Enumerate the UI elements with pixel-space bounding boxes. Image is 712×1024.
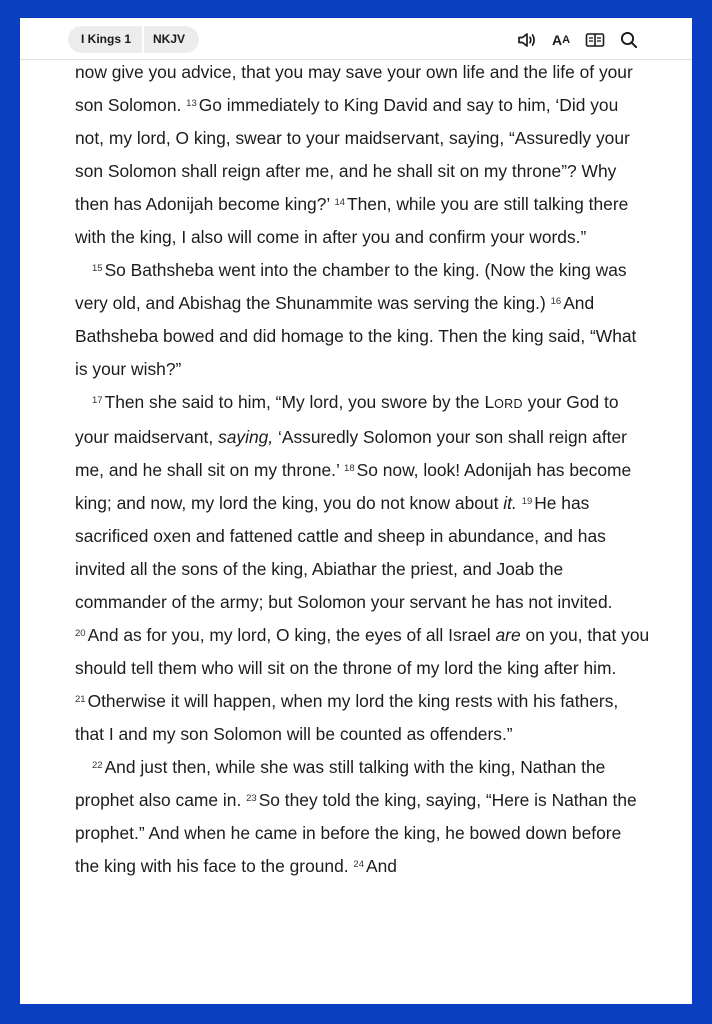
verse-text [517, 493, 522, 513]
italic-word: are [495, 625, 521, 645]
speaker-icon[interactable] [516, 29, 538, 51]
verse-text: your God to your maidservant, [75, 392, 619, 447]
verse-text: Then she said to him, “My lord, you swore by the L [104, 392, 495, 412]
verse-text: And [366, 856, 397, 876]
verse-text: on you, that you should tell them who will sit on the throne of my lord the king after him. [75, 625, 650, 678]
verse-text: And as for you, my lord, O king, the eyes of all Israel [87, 625, 496, 645]
verse-text: now give you advice, that you may save your own life and the life of your son Solomon. [75, 62, 633, 115]
paragraph-4 [75, 751, 650, 883]
verse-number[interactable]: 18 [344, 463, 355, 474]
search-icon[interactable] [618, 29, 640, 51]
text-size-icon[interactable] [550, 29, 572, 51]
verse-number[interactable]: 14 [334, 197, 346, 208]
version-button[interactable]: NKJV [153, 32, 186, 46]
verse-text: He has sacrificed oxen and fattened cattle and sheep in abundance, and has invited all the sons of the king, Abiathar the priest, and Joab the commander of the army; but Solomon your servant he has not invited. [75, 493, 613, 612]
verse-number[interactable]: 13 [186, 98, 197, 109]
italic-word: it. [503, 493, 517, 513]
text-size-small: A [562, 34, 571, 46]
verse-text: So Bathsheba went into the chamber to the king. (Now the king was very old, and Abishag the Shunammite was serving the king.) [75, 260, 627, 313]
paragraph-1 [75, 56, 650, 254]
verse-number[interactable]: 15 [92, 263, 103, 274]
verse-text: Then, while you are still talking there with the king, I also will come in after you and confirm your words.” [75, 194, 629, 247]
verse-number[interactable]: 16 [550, 296, 562, 307]
verse-text: So they told the king, saying, “Here is Nathan the prophet.” And when he came in before the king, he bowed down before the king with his face to the ground. [75, 790, 637, 876]
reader-page [20, 18, 692, 1004]
verse-text: And just then, while she was still talking with the king, Nathan the prophet also came in. [75, 757, 606, 810]
verse-text: ‘Assuredly Solomon your son shall reign after me, and he shall sit on my throne.’ [75, 427, 627, 480]
verse-number[interactable]: 22 [92, 760, 103, 771]
verse-text: And Bathsheba bowed and did homage to the king. Then the king said, “What is your wish?” [75, 293, 637, 379]
verse-number[interactable]: 20 [75, 628, 86, 639]
book-chapter-button[interactable]: I Kings 1 [81, 32, 132, 46]
paragraph-3 [75, 386, 650, 751]
italic-word: saying, [218, 427, 274, 447]
toolbar-actions [504, 29, 640, 51]
verse-number[interactable]: 17 [92, 395, 103, 406]
book-icon[interactable] [584, 29, 606, 51]
verse-text: Go immediately to King David and say to him, ‘Did you not, my lord, O king, swear to your maidservant, saying, “Assuredly your son Solomon shall reign after me, and he shall sit on my throne”? Why then has Adonijah become king?’ [75, 95, 630, 214]
verse-text: So now, look! Adonijah has become king; and now, my lord the king, you do not know about [75, 460, 632, 513]
verse-number[interactable]: 23 [246, 793, 257, 804]
passage-selector [68, 26, 199, 53]
text-size-big: A [551, 32, 563, 48]
verse-number[interactable]: 24 [353, 859, 364, 870]
paragraph-2 [75, 254, 650, 386]
verse-text: Otherwise it will happen, when my lord the king rests with his fathers, that I and my son Solomon will be counted as offenders.” [75, 691, 619, 744]
lord-small-caps: ORD [494, 397, 523, 411]
scripture-text [75, 56, 650, 883]
reader-toolbar [20, 18, 692, 60]
verse-number[interactable]: 19 [521, 496, 533, 507]
verse-number[interactable]: 21 [75, 694, 86, 705]
